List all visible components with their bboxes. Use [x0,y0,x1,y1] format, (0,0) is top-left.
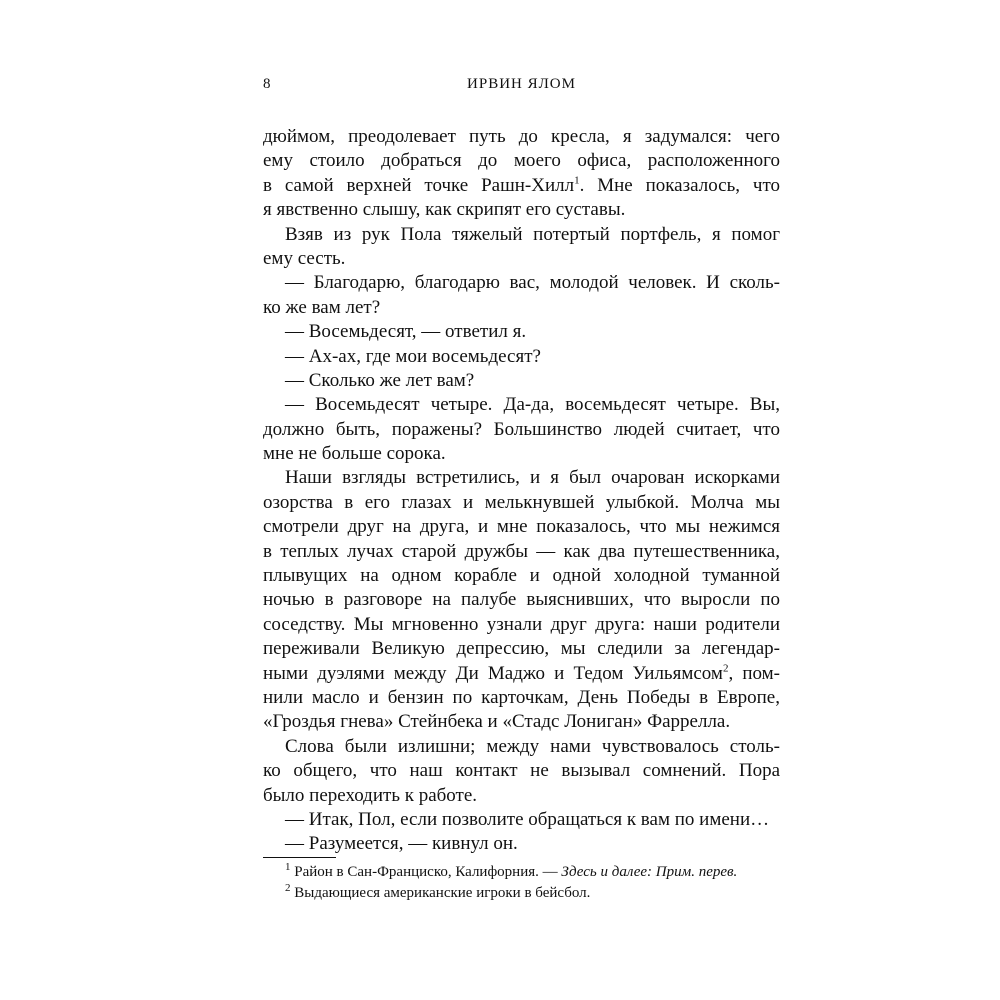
footnote-text: Район в Сан-Франциско, Калифорния. — [290,864,562,880]
text-line [263,588,780,612]
text-line-content: — Благодарю, благодарю вас, молодой человек. И сколь- [285,272,780,294]
text-line [263,418,780,442]
text-line [263,345,780,369]
text-line [263,125,780,149]
text-line [263,442,780,466]
text-line-content: — Восемьдесят, — ответил я. [285,321,527,343]
text-line-content: «Гроздья гнева» Стейнбека и «Стадс Лониган» Фаррелла. [263,711,731,733]
running-head [263,76,780,98]
text-line-continuation: , пом- [728,662,780,684]
text-line-content: мне не больше сорока. [263,443,446,465]
text-line [263,393,780,417]
footnote-marker: 2 [722,662,729,675]
text-line-content: дюймом, преодолевает путь до кресла, я задумался: чего [263,126,780,147]
footnote-italic-note: Здесь и далее: Прим. перев. [561,864,738,880]
text-line [263,637,780,661]
text-line [263,198,780,222]
text-line-content: ночью в разговоре на палубе выяснивших, что выросли по [263,589,780,611]
text-line-content: переживали Великую депрессию, мы следили за легендар- [263,638,780,660]
text-line [263,613,780,637]
text-line [263,759,780,783]
text-line [263,686,780,710]
text-line [263,735,780,759]
text-line [263,808,780,832]
footnote-number: 1 [285,861,291,873]
text-line [263,247,780,271]
text-line-content: — Сколько же лет вам? [285,369,475,391]
text-line-content: в теплых лучах старой дружбы — как два путешественника, [263,540,780,562]
text-line-content: ему стоило добраться до моего офиса, расположенного [263,150,780,172]
footnotes [263,862,780,904]
text-line [263,271,780,295]
footnote-marker: 1 [574,174,580,187]
text-line-content: ко же вам лет? [263,296,381,318]
text-line-content: было переходить к работе. [263,784,478,806]
text-line [263,369,780,393]
text-line [263,491,780,515]
text-line [263,564,780,588]
text-line-content: ему сесть. [263,247,346,269]
text-line [263,296,780,320]
page-number: 8 [263,76,272,92]
text-line-content: в самой верхней точке Рашн-Хилл [263,174,575,196]
text-line [263,832,780,856]
text-line [263,149,780,173]
text-line [263,174,780,198]
text-line-content: должно быть, поражены? Большинство людей считает, что [263,418,780,440]
text-line-content: я явственно слышу, как скрипят его суставы. [263,199,626,221]
text-line [263,466,780,490]
text-line-content: Взяв из рук Пола тяжелый потертый портфель, я помог [285,223,780,245]
text-line-content: нили масло и бензин по карточкам, День Победы в Европе, [263,686,780,708]
text-line [263,662,780,686]
text-line-content: ными дуэлями между Ди Маджо и Тедом Уильямсом [263,662,723,684]
text-line-content: соседству. Мы мгновенно узнали друг друга: наши родители [263,613,780,635]
book-page [263,0,780,1000]
text-line-content: плывущих на одном корабле и одной холодной туманной [263,565,780,587]
text-line-content: — Ах-ах, где мои восемьдесят? [285,345,541,367]
footnote-text: Выдающиеся американские игроки в бейсбол. [290,885,591,901]
text-line-continuation: . Мне показалось, что [579,174,781,196]
text-line-content: — Восемьдесят четыре. Да-да, восемьдесят четыре. Вы, [285,394,780,416]
footnote [263,883,780,904]
text-line [263,515,780,539]
text-line [263,540,780,564]
body-text [263,125,780,857]
text-line-content: смотрели друг на друга, и мне показалось, что мы нежимся [263,516,780,538]
text-line [263,223,780,247]
text-line-content: — Разумеется, — кивнул он. [285,833,518,855]
footnote [263,862,780,883]
footnote-divider [263,857,336,858]
text-line-content: — Итак, Пол, если позволите обращаться к вам по имени… [285,808,770,830]
running-title: ИРВИН ЯЛОМ [467,76,576,92]
text-line-content: Слова были излишни; между нами чувствовалось столь- [285,735,780,757]
text-line-content: ко общего, что наш контакт не вызывал сомнений. Пора [263,760,780,782]
footnote-number: 2 [285,882,291,894]
text-line-content: озорства в его глазах и мелькнувшей улыбкой. Молча мы [263,491,780,513]
text-line [263,710,780,734]
text-line [263,784,780,808]
text-line [263,320,780,344]
text-line-content: Наши взгляды встретились, и я был очарован искорками [285,467,780,489]
